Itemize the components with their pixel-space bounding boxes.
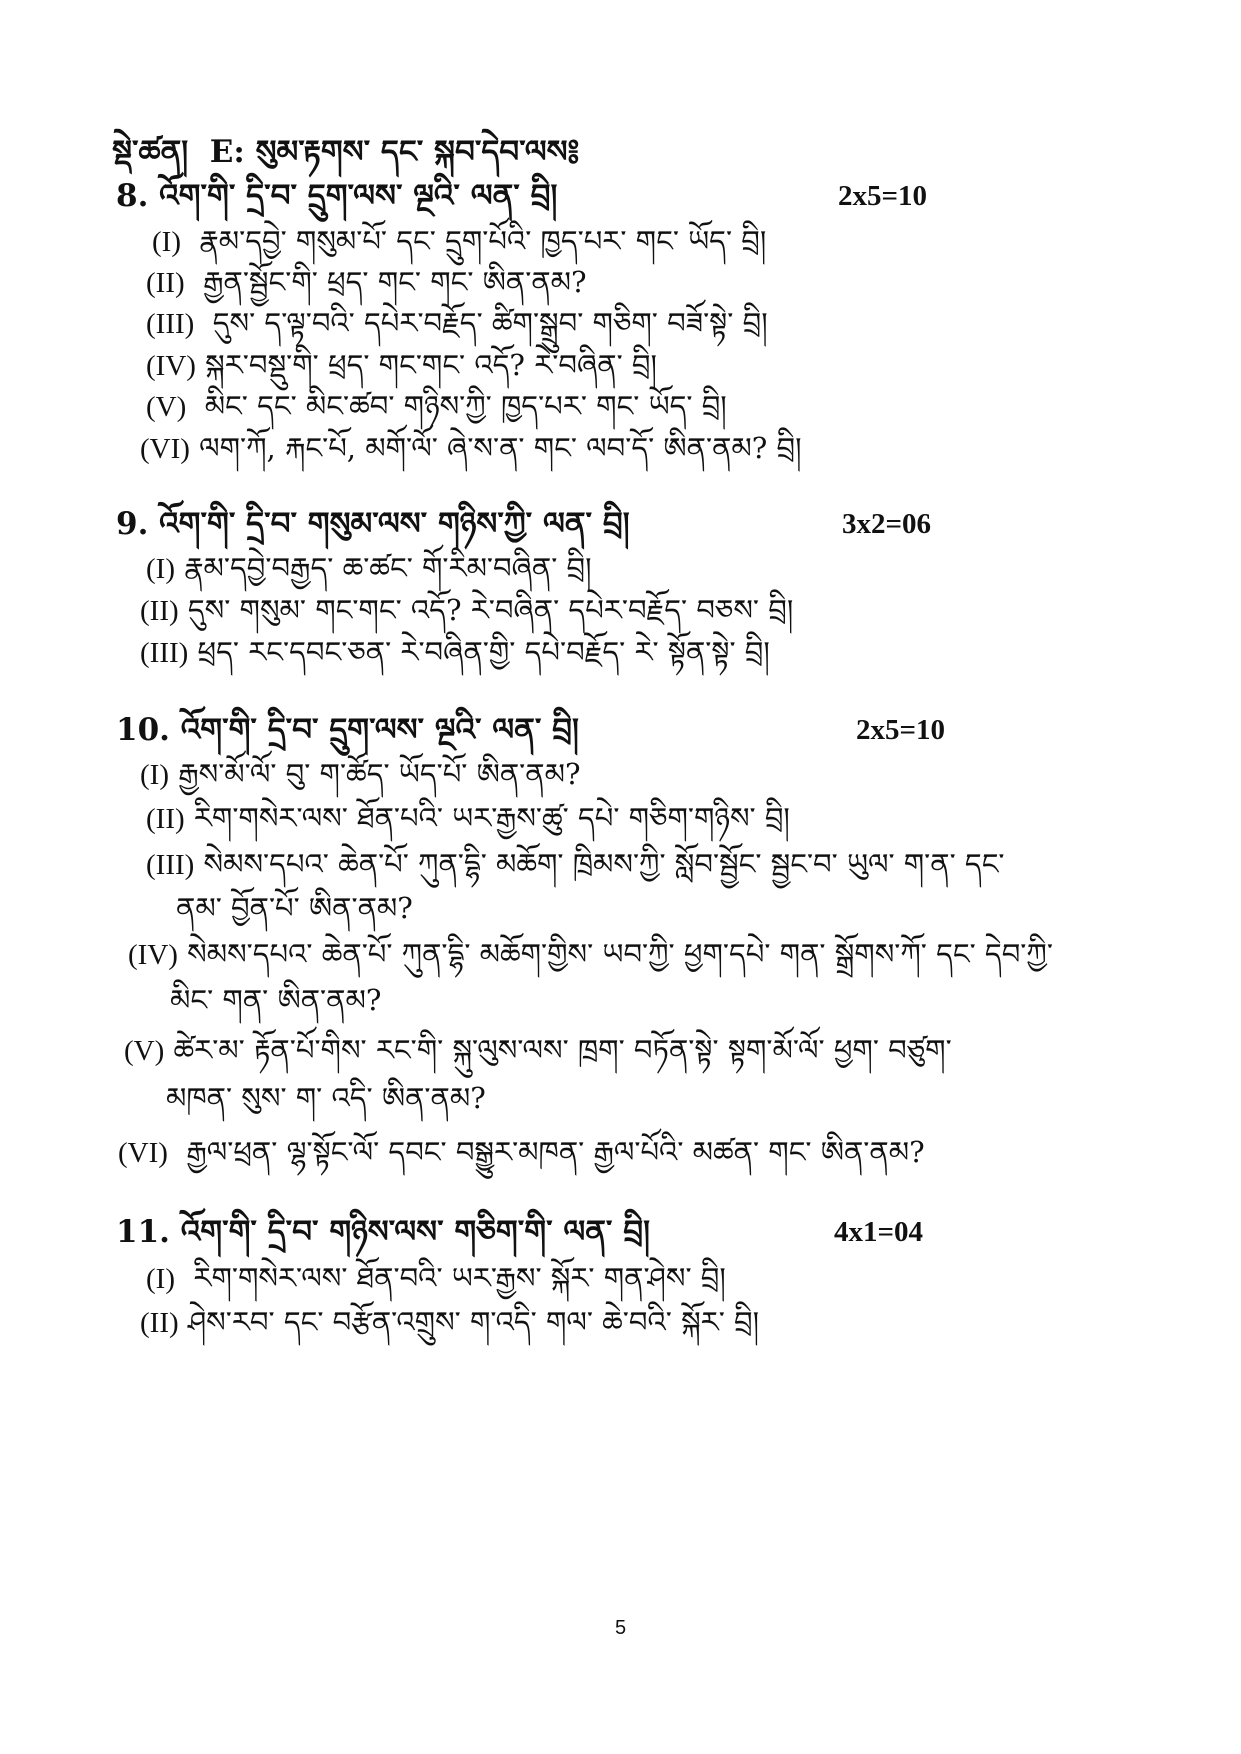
q8-item-4: (IV) སྐར་བསྡུ་གི་ ཕྲད་ གང་གང་ འདོ? རེ་བཞིན་ བྲི། xyxy=(146,348,657,382)
q11-item-1: (I) རིག་གསེར་ལས་ ཐོན་བའི་ ཡར་རྒྱས་ སྐོར་ གན་ཤེས་ བྲི། xyxy=(146,1261,726,1295)
q10-item-5: (V) ཚེར་མ་ རྟོན་པོ་གིས་ རང་གི་ སྐུ་ལུས་ལས་ ཁྲག་ བཏོན་སྟེ་ སྟག་མོ་ལོ་ ཕྱག་ བཙུག་ xyxy=(124,1033,952,1067)
question-8-marks: 2x5=10 xyxy=(838,180,928,212)
q10-item-3-cont: ནམ་ བྱོན་པོ་ ཨིན་ནམ? xyxy=(176,891,413,925)
q11-item-2: (II) ཤེས་རབ་ དང་ བརྩོན་འགྲུས་ ག་འདི་ གལ་ ཆེ་བའི་ སྐོར་ བྲི། xyxy=(140,1305,760,1339)
question-9-marks: 3x2=06 xyxy=(842,508,932,540)
section-header xyxy=(112,132,579,172)
q8-item-5: (V) མིང་ དང་ མིང་ཚབ་ གཉིས་ཀྱི་ ཁྱད་པར་ གང་ ཡོད་ བྲི། xyxy=(146,389,727,423)
section-title: E: སུམ་རྟགས་ དང་ སྐབ་དེབ་ལས༔ xyxy=(209,134,580,170)
q10-item-3: (III) སེམས་དཔའ་ ཆེན་པོ་ ཀུན་དྷི་ མཆོག་ ཁྲིམས་ཀྱི་ སློབ་སྦྱོང་ སྦྱང་བ་ ཡུལ་ ག་ན་ དང་ xyxy=(146,847,1005,881)
q10-item-4: (IV) སེམས་དཔའ་ ཆེན་པོ་ ཀུན་དྷི་ མཆོག་གྱིས་ ཡབ་ཀྱི་ ཕྱག་དཔེ་ གན་ སྒྲོགས་ཀོ་ དང་ དེབ་ཀྱི་ xyxy=(128,937,1053,971)
question-11-heading: 11. འོག་གི་ དྲི་བ་ གཉིས་ལས་ གཅིག་གི་ ལན་ བྲི། xyxy=(116,1214,650,1250)
question-9-heading: 9. འོག་གི་ དྲི་བ་ གསུམ་ལས་ གཉིས་ཀྱི་ ལན་ བྲི། xyxy=(116,506,630,542)
q8-item-2: (II) རྒྱན་སྦྱོང་གི་ ཕྲད་ གང་ གང་ ཨིན་ནམ? xyxy=(146,265,587,299)
q10-item-2: (II) རིག་གསེར་ལས་ ཐོན་པའི་ ཡར་རྒྱས་ཚུ་ དཔེ་ གཅིག་གཉིས་ བྲི། xyxy=(146,801,790,835)
q9-item-1: (I) རྣམ་དབྱེ་བརྒྱད་ ཆ་ཚང་ གོ་རིམ་བཞིན་ བྲི། xyxy=(146,551,592,585)
page-number: 5 xyxy=(614,1617,627,1639)
q8-item-1: (I) རྣམ་དབྱེ་ གསུམ་པོ་ དང་ དྲུག་པོའི་ ཁྱད་པར་ གང་ ཡོད་ བྲི། xyxy=(152,224,767,258)
q9-item-2: (II) དུས་ གསུམ་ གང་གང་ འདོ? རེ་བཞིན་ དཔེར་བརྗོད་ བཅས་ བྲི། xyxy=(140,593,794,627)
q8-item-6: (VI) ལག་ཀོ, རྐང་པོ, མགོ་ལོ་ ཞེ་ས་ན་ གང་ ལབ་དོ་ ཨིན་ནམ? བྲི། xyxy=(140,431,802,465)
question-8-heading: 8. འོག་གི་ དྲི་བ་ དྲུག་ལས་ ལྔའི་ ལན་ བྲི། xyxy=(116,178,558,214)
q10-item-4-cont: མིང་ གན་ ཨིན་ནམ? xyxy=(170,983,382,1017)
q8-item-3: (III) དུས་ ད་ལྟ་བའི་ དཔེར་བརྗོད་ ཚིག་སྒྲུབ་ གཅིག་ བཟོ་སྟེ་ བྲི། xyxy=(146,306,768,340)
q10-item-5-cont: མཁན་ སུས་ ག་ འདི་ ཨིན་ནམ? xyxy=(166,1081,486,1115)
q9-item-3: (III) ཕྲད་ རང་དབང་ཅན་ རེ་བཞིན་གྱི་ དཔེ་བརྗོད་ རེ་ སྟོན་སྟེ་ བྲི། xyxy=(140,635,770,669)
q10-item-1: (I) རྒྱས་མོ་ལོ་ བུ་ ག་ཚོད་ ཡོད་པོ་ ཨིན་ནམ? xyxy=(140,757,581,791)
question-10-marks: 2x5=10 xyxy=(856,714,946,746)
question-10-heading: 10. འོག་གི་ དྲི་བ་ དྲུག་ལས་ ལྔའི་ ལན་ བྲི། xyxy=(116,712,579,748)
section-label: སྡེ་ཚན། xyxy=(112,134,189,170)
q10-item-6: (VI) རྒྱལ་ཕྲན་ ལྷ་སྟོང་ལོ་ དབང་ བསྒྱུར་མཁན་ རྒྱལ་པོའི་ མཚན་ གང་ ཨིན་ནམ? xyxy=(118,1135,925,1169)
question-11-marks: 4x1=04 xyxy=(834,1216,924,1248)
